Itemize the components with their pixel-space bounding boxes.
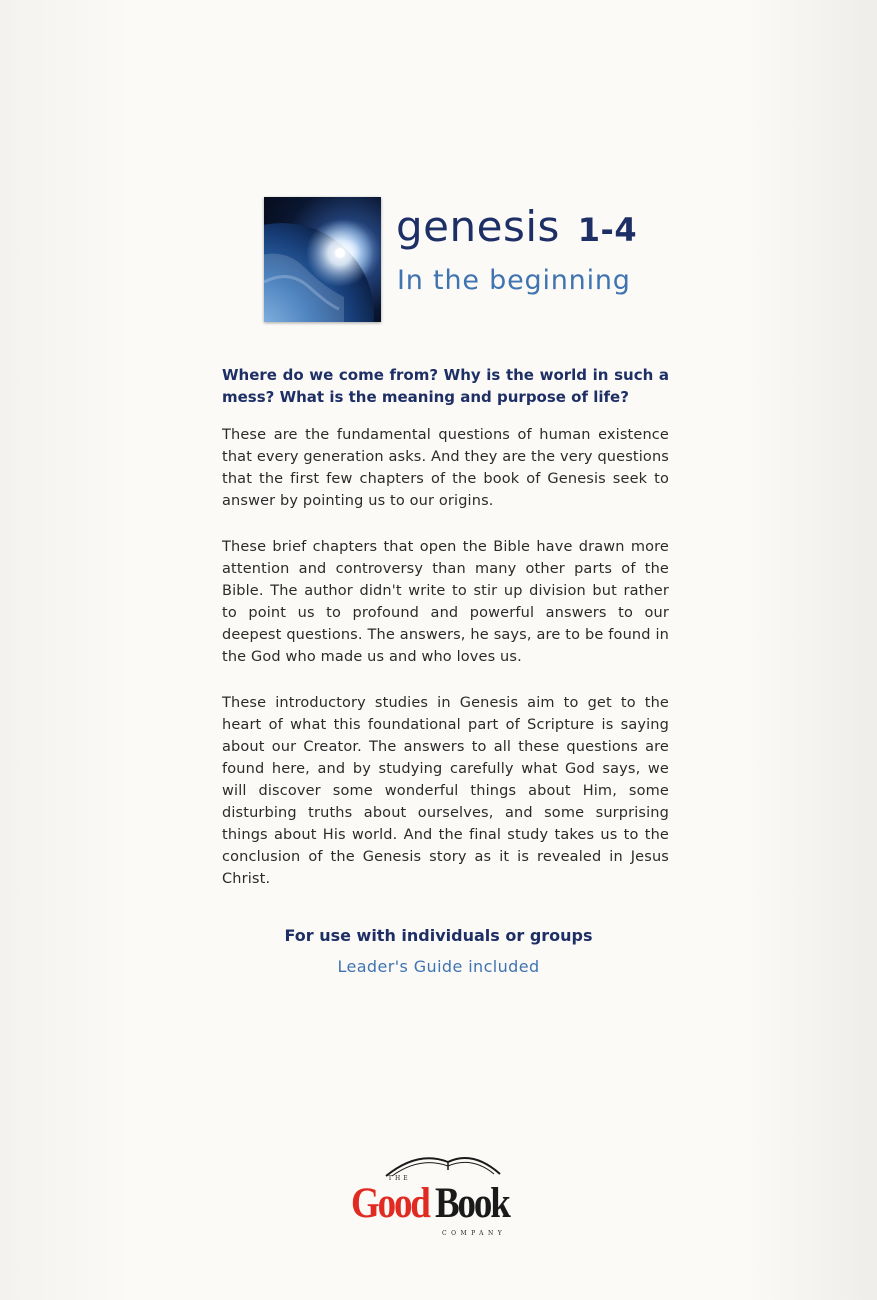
- paragraph: These introductory studies in Genesis aim to get to the heart of what this foundational part of Scripture is saying about our Creator. The answers to all these questions are found here, and by studying carefully what God says, we will discover some wonderful things about Him, some disturbing truths about ourselves, and some surprising things about His world. And the final study takes us to the conclusion of the Genesis story as it is revealed in Jesus Christ.: [222, 695, 669, 887]
- usage-note: For use with individuals or groups: [284, 926, 593, 945]
- book-title: [396, 199, 637, 258]
- publisher-logo: [348, 1148, 538, 1244]
- earth-sunrise-image: [264, 197, 381, 322]
- lead-questions: Where do we come from? Why is the world in such a mess? What is the meaning and purpose of life?: [222, 366, 669, 406]
- paragraph: These are the fundamental questions of human existence that every generation asks. And they are the very questions that the first few chapters of the book of Genesis seek to answer by pointing us to our origins.: [222, 427, 669, 509]
- logo-the: THE: [388, 1175, 411, 1182]
- logo-good: Good: [351, 1180, 429, 1227]
- book-title-word: genesis: [396, 202, 560, 251]
- leaders-guide-note: Leader's Guide included: [337, 957, 540, 976]
- logo-book: Book: [435, 1180, 509, 1227]
- logo-company: COMPANY: [442, 1230, 507, 1237]
- paragraph: These brief chapters that open the Bible have drawn more attention and controversy than many other parts of the Bible. The author didn't write to stir up division but rather to point us to profound and powerful answers to our deepest questions. The answers, he says, are to be found in the God who made us and who loves us.: [222, 539, 669, 665]
- book-title-range: 1-4: [577, 211, 638, 249]
- book-subtitle: In the beginning: [397, 265, 631, 296]
- blurb: [222, 364, 669, 914]
